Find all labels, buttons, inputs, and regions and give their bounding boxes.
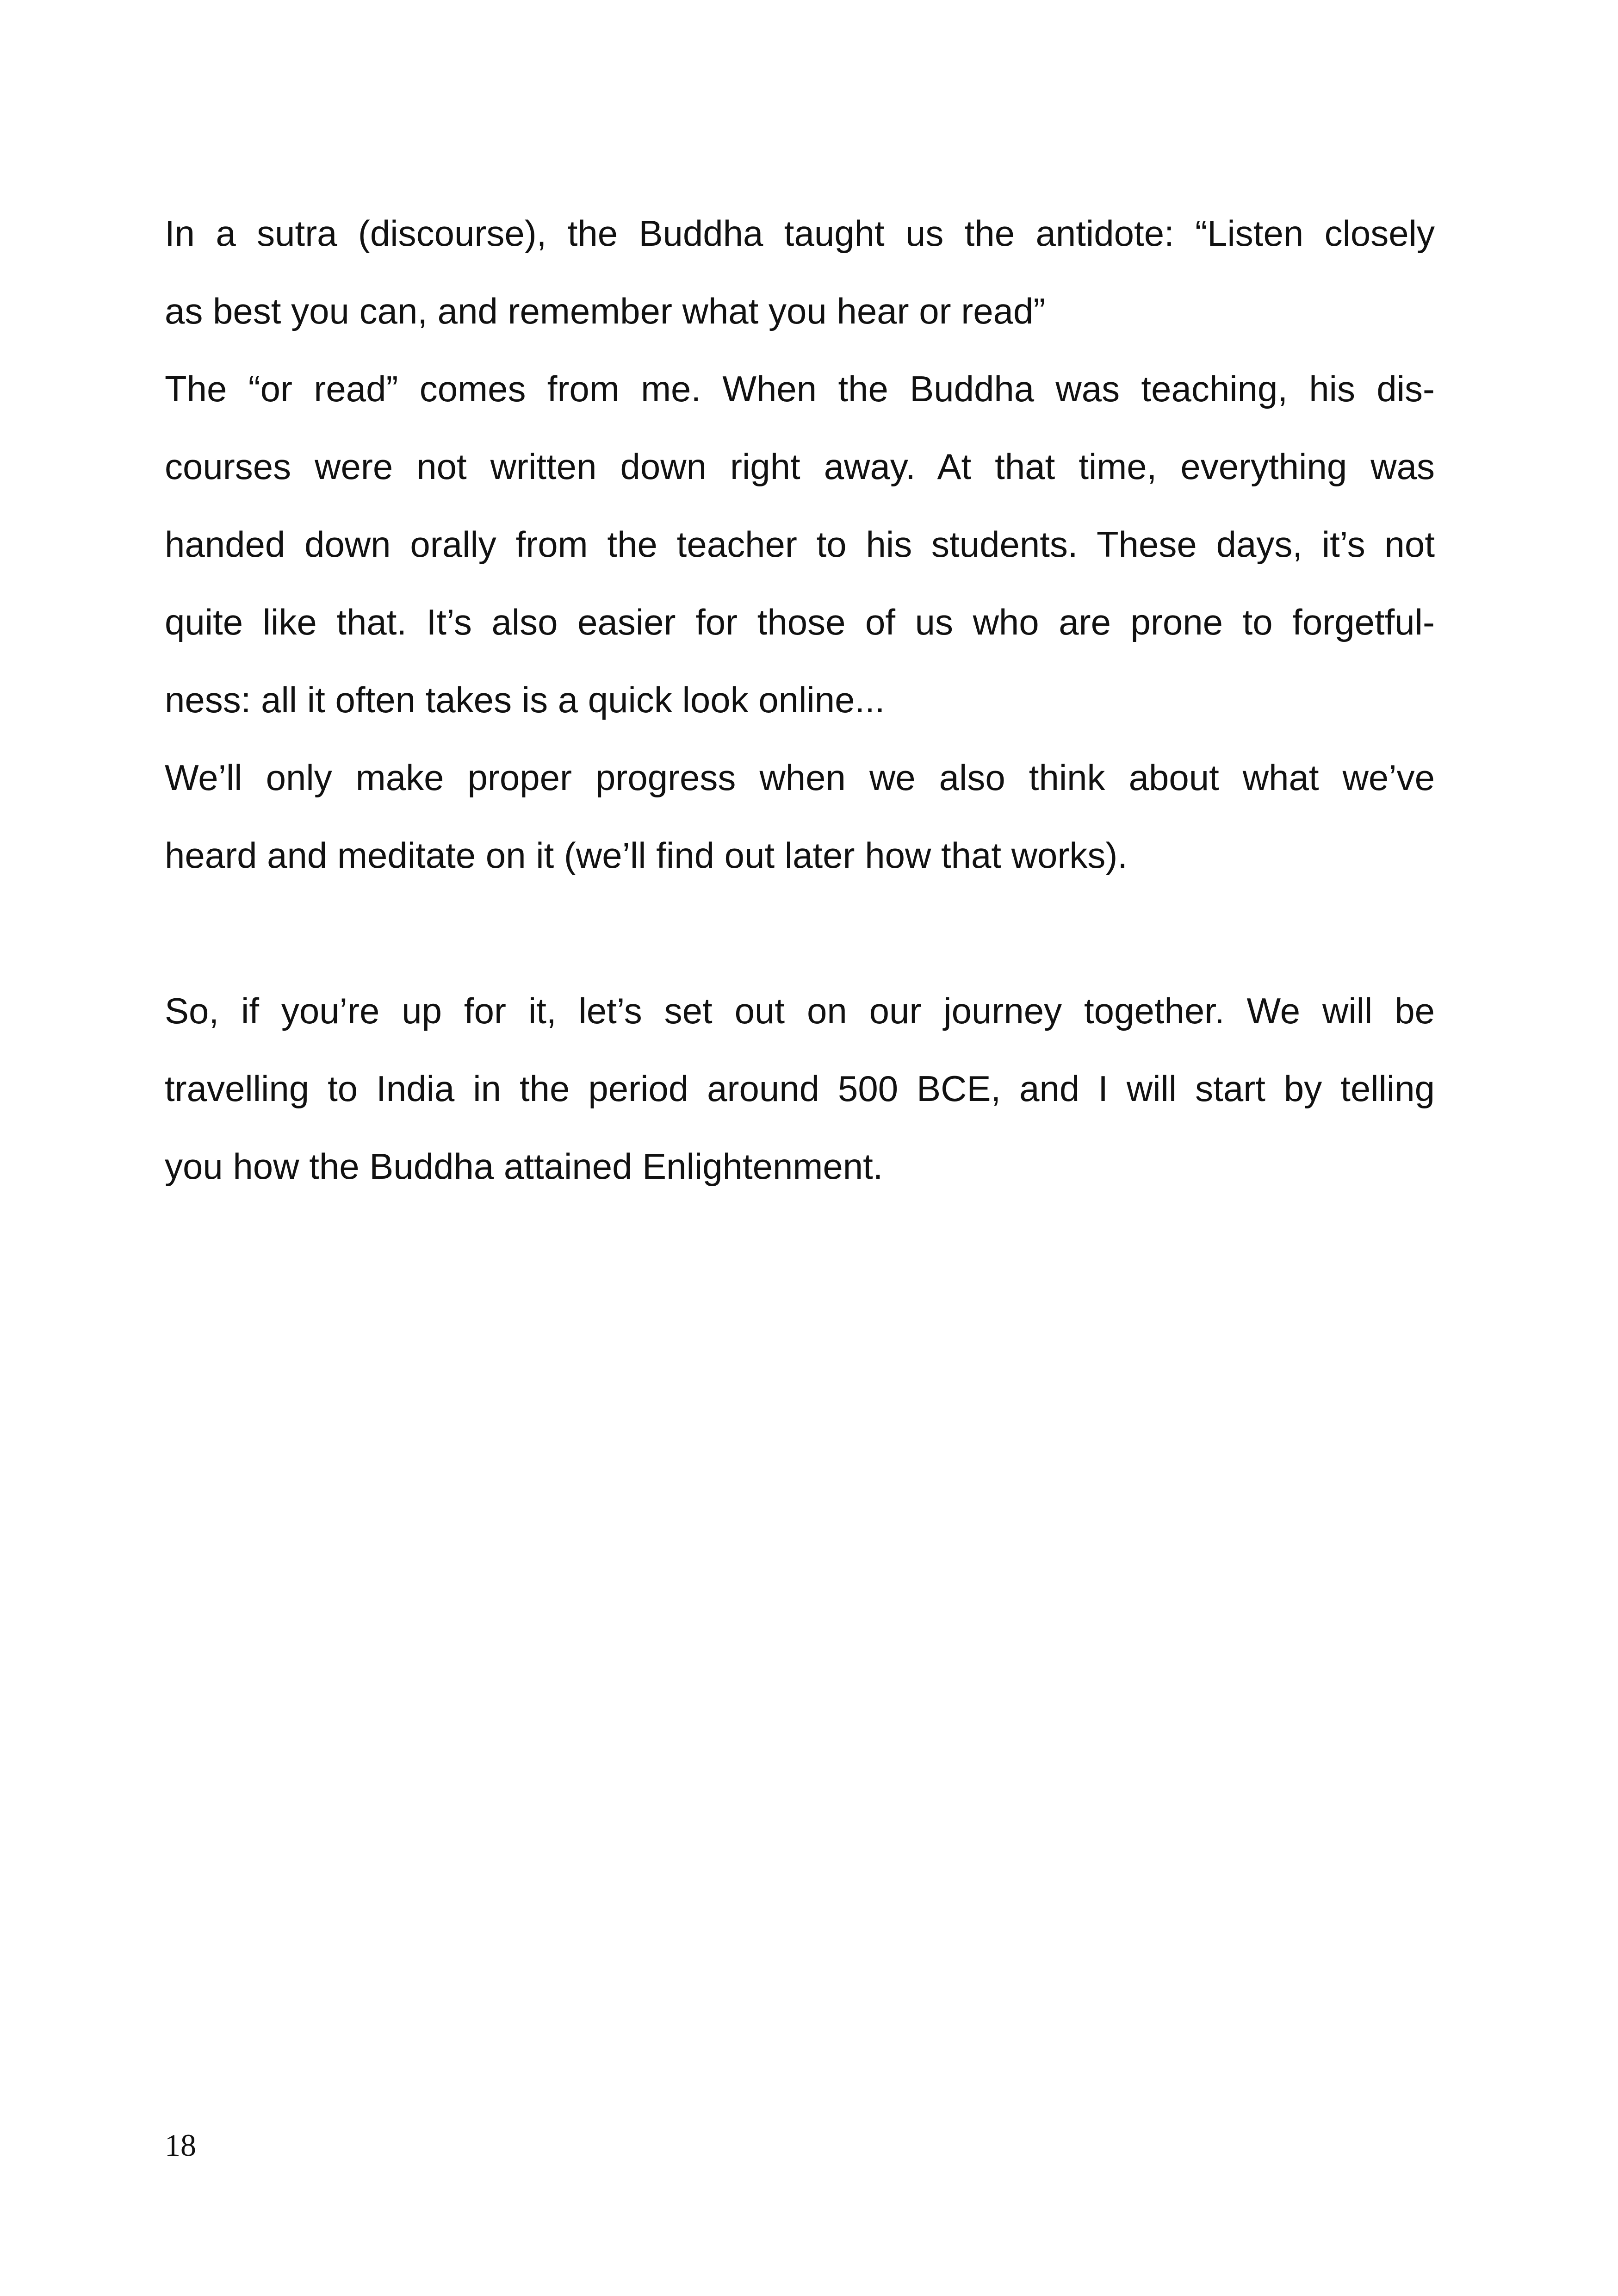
paragraph-4-line-1: So, if you’re up for it, let’s set out on our journey together. We will be	[165, 990, 1435, 1031]
page-number: 18	[165, 2128, 196, 2163]
body-text-upper	[165, 194, 1435, 894]
paragraph-3-line-2: heard and meditate on it (we’ll find out later how that works).	[165, 835, 1128, 876]
paragraph-2-line-1: The “or read” comes from me. When the Buddha was teaching, his dis-	[165, 368, 1435, 409]
paragraph-1-line-2: as best you can, and remember what you hear or read”	[165, 291, 1046, 331]
paragraph-2-line-2: courses were not written down right away. At that time, everything was	[165, 446, 1435, 487]
paragraph-2-line-3: handed down orally from the teacher to his students. These days, it’s not	[165, 524, 1435, 565]
paragraph-1-line-1: In a sutra (discourse), the Buddha taught us the antidote: “Listen closely	[165, 213, 1435, 254]
paragraph-2-line-4: quite like that. It’s also easier for those of us who are prone to forgetful-	[165, 602, 1435, 642]
paragraph-4-line-3: you how the Buddha attained Enlightenment.	[165, 1146, 883, 1187]
body-text-lower	[165, 972, 1435, 1205]
paragraph-3-line-1: We’ll only make proper progress when we also think about what we’ve	[165, 757, 1435, 798]
paragraph-2-line-5: ness: all it often takes is a quick look online...	[165, 679, 885, 720]
paragraph-4-line-2: travelling to India in the period around 500 BCE, and I will start by telling	[165, 1068, 1435, 1109]
